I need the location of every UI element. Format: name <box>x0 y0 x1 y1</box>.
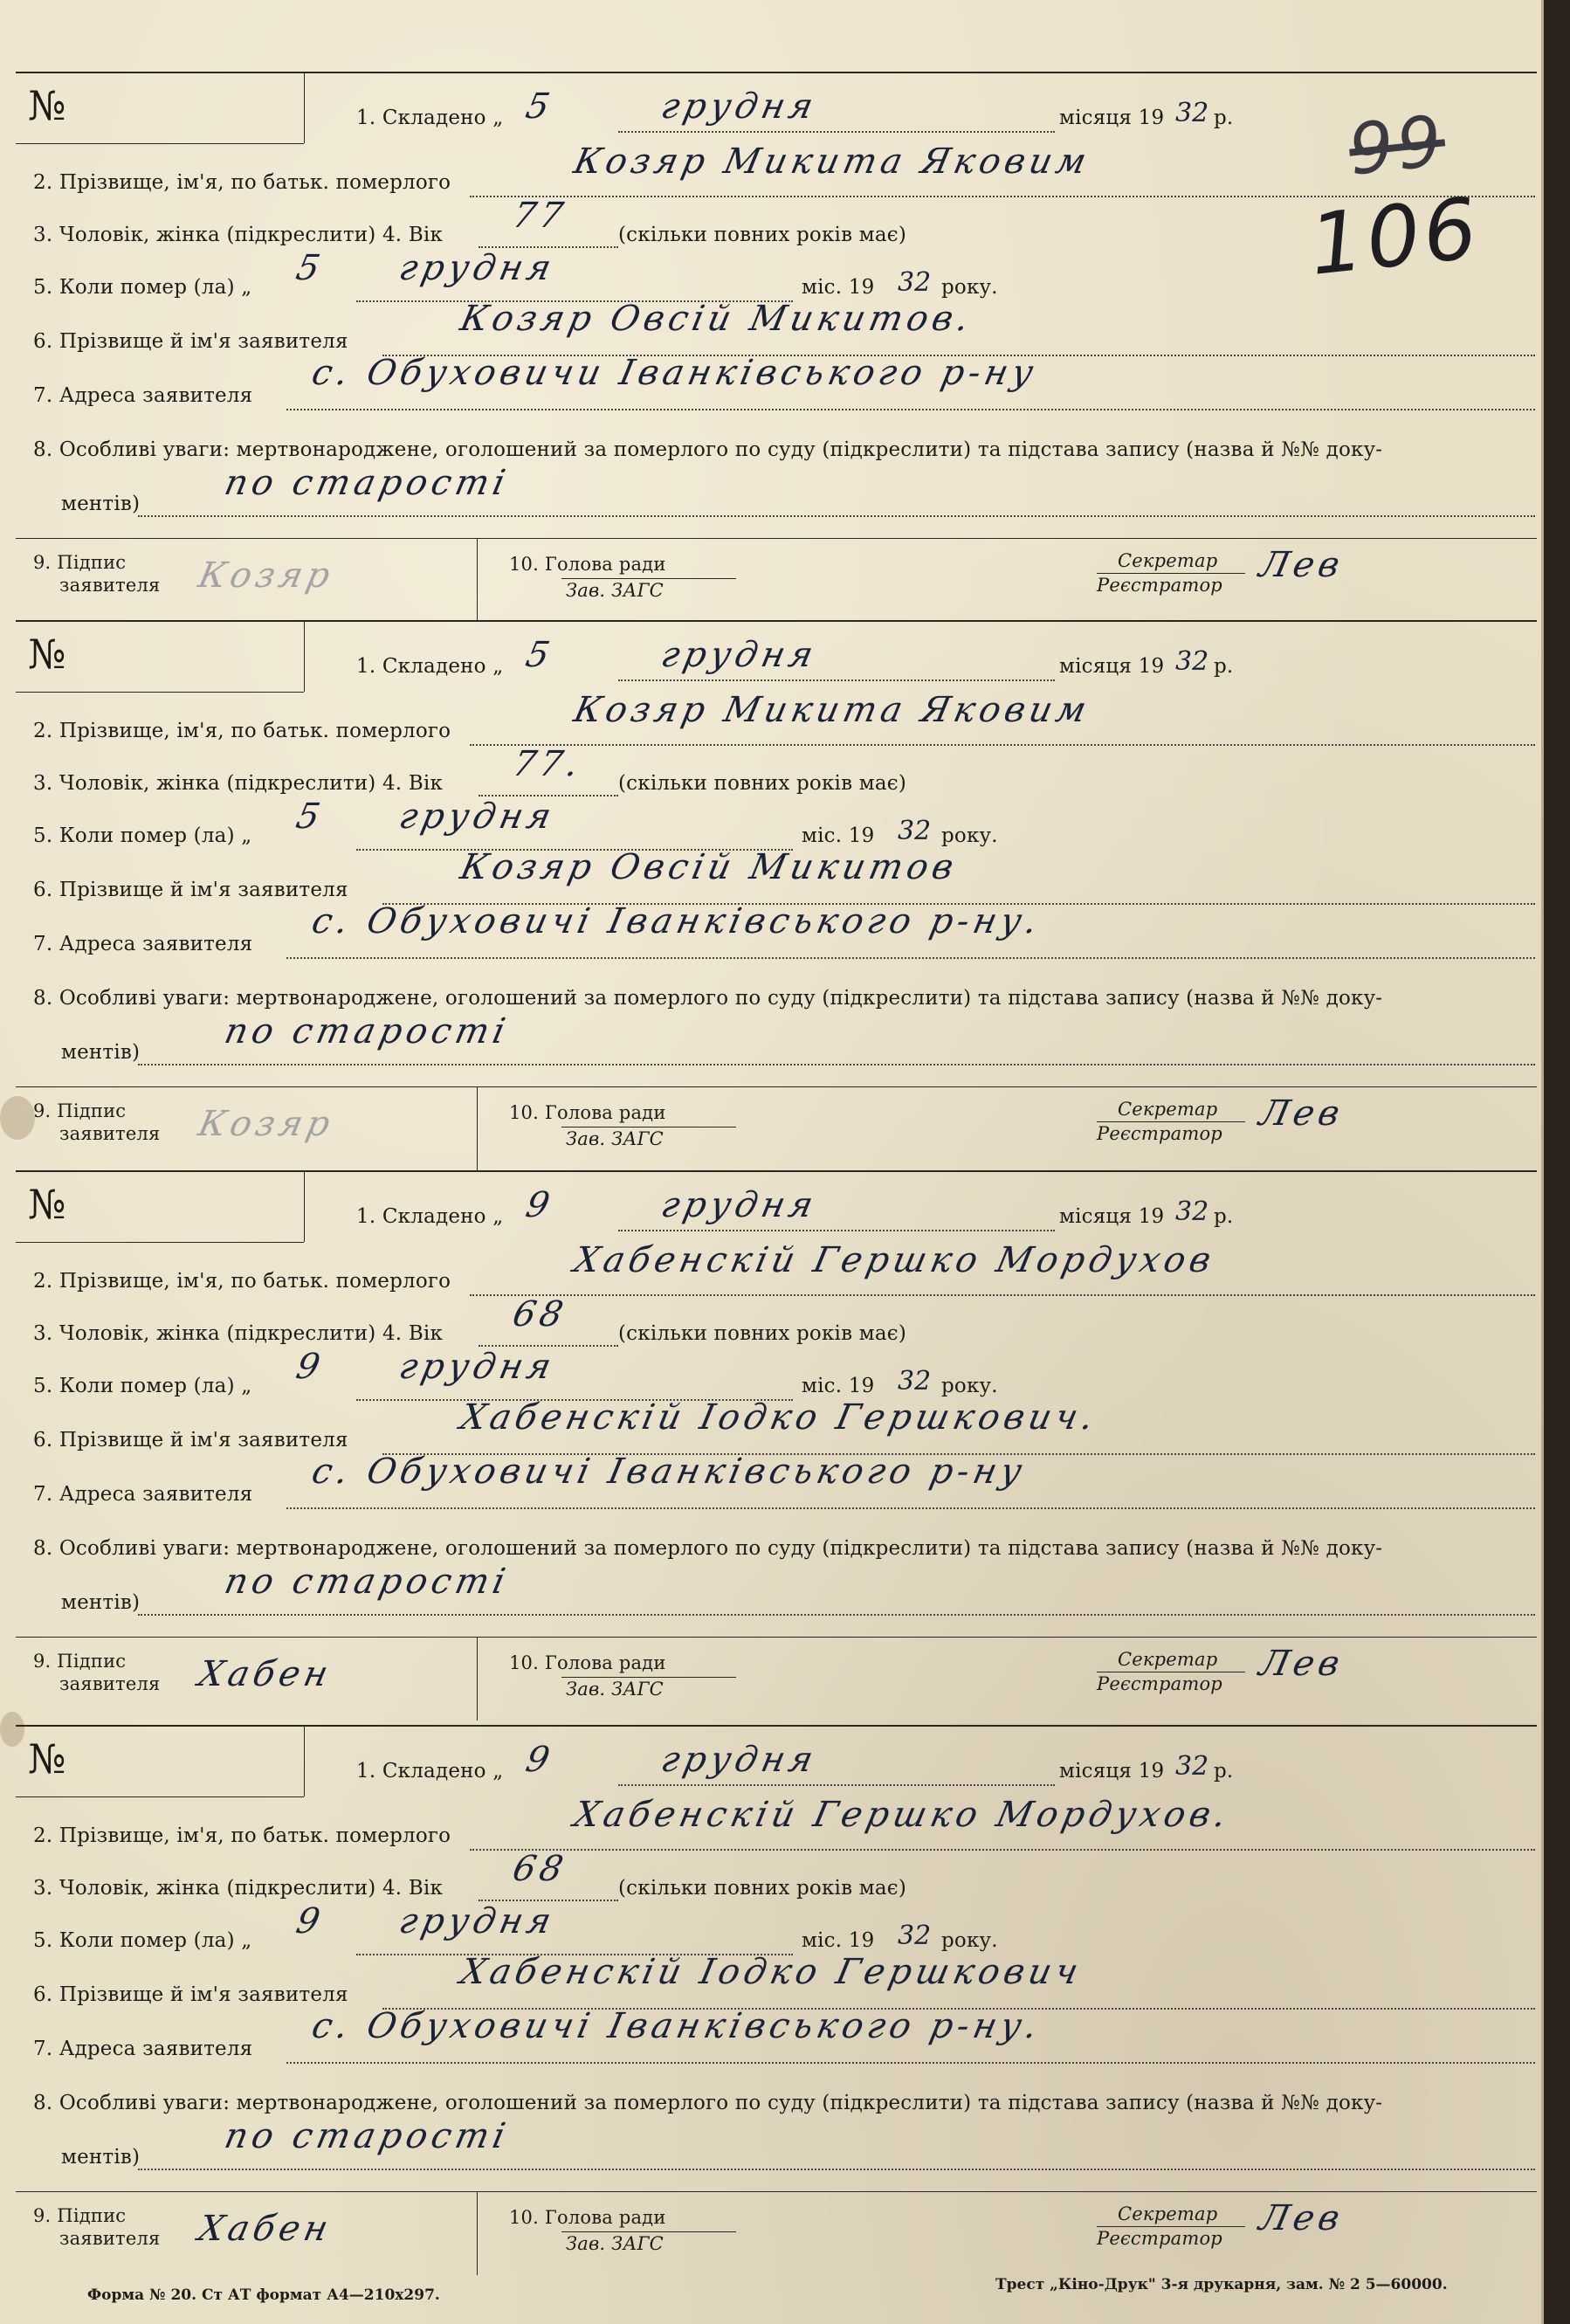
month-label: місяця 19 <box>1059 1205 1165 1228</box>
fill-line <box>138 515 1535 517</box>
zags-label: Зав. ЗАГС <box>566 1679 664 1700</box>
death-year: 32 <box>898 1366 932 1396</box>
death-month: грудня <box>396 1347 560 1387</box>
fill-line <box>618 1784 1055 1786</box>
row-divider <box>16 1796 304 1797</box>
death-year: 32 <box>898 267 932 298</box>
sex-age-label: 3. Чоловік, жінка (підкреслити) 4. Вік <box>33 1322 444 1345</box>
signature-underline <box>561 1677 736 1678</box>
year-suffix: р. <box>1214 1205 1234 1228</box>
fill-line <box>470 744 1535 746</box>
applicant-label: 6. Прізвище й ім'я заявителя <box>33 879 348 901</box>
sign-label-2: заявителя <box>59 2228 161 2249</box>
secretary-label: Секретар <box>1118 1649 1218 1670</box>
death-year: 32 <box>898 816 932 846</box>
row-divider <box>16 1242 304 1243</box>
roku-label: року. <box>941 824 998 847</box>
notes-label: 8. Особливі уваги: мертвонароджене, оголошений за померлого по суду (підкреслити) та підстава запису (назва й №№ доку- <box>33 438 1383 461</box>
mis-label: міс. 19 <box>802 1929 875 1952</box>
column-divider <box>477 538 478 622</box>
head-label: 10. Голова ради <box>509 2207 666 2228</box>
fill-line <box>470 1849 1535 1851</box>
fill-line <box>470 196 1535 197</box>
death-record <box>16 1725 1537 2275</box>
applicant-address: с. Обуховичи Іванківського р-ну <box>308 353 1042 393</box>
head-label: 10. Голова ради <box>509 554 666 575</box>
composed-label: 1. Складено „ <box>356 1760 504 1783</box>
applicant-address: с. Обуховичі Іванківського р-ну. <box>308 901 1045 941</box>
month-label: місяця 19 <box>1059 1760 1165 1783</box>
age-note: (скільки повних років має) <box>618 772 907 795</box>
sign-label: 9. Підпис <box>33 552 127 573</box>
applicant-signature: Хабен <box>195 2209 336 2249</box>
zags-label: Зав. ЗАГС <box>566 2233 664 2254</box>
fill-line <box>618 131 1055 133</box>
signature-underline <box>1097 1121 1245 1122</box>
sign-label: 9. Підпис <box>33 1100 127 1121</box>
applicant-label: 6. Прізвище й ім'я заявителя <box>33 1983 348 2006</box>
docs-label: ментів) <box>61 1041 141 1064</box>
composed-month: грудня <box>658 1740 822 1780</box>
death-day: 5 <box>293 248 328 288</box>
address-label: 7. Адреса заявителя <box>33 1483 253 1506</box>
column-divider <box>304 1727 305 1796</box>
registrar-label: Реєстратор <box>1097 1673 1222 1694</box>
head-label: 10. Голова ради <box>509 1102 666 1123</box>
mis-label: міс. 19 <box>802 824 875 847</box>
registrar-label: Реєстратор <box>1097 575 1222 596</box>
death-record <box>16 1170 1537 1721</box>
died-label: 5. Коли помер (ла) „ <box>33 1375 252 1397</box>
surname-label: 2. Прізвище, ім'я, по батьк. померлого <box>33 1824 451 1847</box>
address-label: 7. Адреса заявителя <box>33 384 253 407</box>
record-number-label: № <box>28 1735 66 1783</box>
sex-age-label: 3. Чоловік, жінка (підкреслити) 4. Вік <box>33 772 444 795</box>
docs-label: ментів) <box>61 1591 141 1614</box>
secretary-label: Секретар <box>1118 550 1218 571</box>
sign-label-2: заявителя <box>59 1123 161 1144</box>
roku-label: року. <box>941 1375 998 1397</box>
death-record <box>16 72 1537 622</box>
composed-label: 1. Складено „ <box>356 1205 504 1228</box>
composed-year: 32 <box>1175 98 1209 128</box>
notes-label: 8. Особливі уваги: мертвонароджене, оголошений за померлого по суду (підкреслити) та підстава запису (назва й №№ доку- <box>33 1537 1383 1560</box>
deceased-name: Козяр Микита Яковим <box>570 690 1094 730</box>
secretary-signature: Лев <box>1256 2198 1348 2238</box>
surname-label: 2. Прізвище, ім'я, по батьк. померлого <box>33 1270 451 1293</box>
age-value: 68 <box>509 1849 571 1889</box>
deceased-name: Хабенскій Гершко Мордухов. <box>570 1795 1235 1835</box>
page-number: 106 <box>1305 179 1485 294</box>
died-label: 5. Коли помер (ла) „ <box>33 824 252 847</box>
sign-label-2: заявителя <box>59 1673 161 1694</box>
signature-underline <box>561 2231 736 2232</box>
composed-month: грудня <box>658 635 822 675</box>
age-value: 77. <box>509 744 587 784</box>
form-footer-left: Форма № 20. Ст АТ формат А4—210х297. <box>87 2286 440 2304</box>
row-divider <box>16 143 304 144</box>
fill-line <box>138 1064 1535 1065</box>
surname-label: 2. Прізвище, ім'я, по батьк. померлого <box>33 720 451 742</box>
age-value: 68 <box>509 1294 571 1334</box>
column-divider <box>477 1086 478 1170</box>
applicant-label: 6. Прізвище й ім'я заявителя <box>33 1429 348 1452</box>
address-label: 7. Адреса заявителя <box>33 933 253 955</box>
fill-line <box>286 2062 1535 2064</box>
mis-label: міс. 19 <box>802 1375 875 1397</box>
signature-underline <box>1097 573 1245 574</box>
death-day: 9 <box>293 1901 328 1941</box>
composed-day: 9 <box>522 1185 558 1225</box>
composed-year: 32 <box>1175 646 1209 677</box>
column-divider <box>304 622 305 692</box>
fill-line <box>618 1230 1055 1231</box>
age-note: (скільки повних років має) <box>618 1322 907 1345</box>
died-label: 5. Коли помер (ла) „ <box>33 276 252 299</box>
row-divider <box>16 1086 1537 1087</box>
composed-day: 5 <box>522 86 558 127</box>
age-note: (скільки повних років має) <box>618 224 907 246</box>
year-suffix: р. <box>1214 655 1234 678</box>
fill-line <box>470 1294 1535 1296</box>
notes-label: 8. Особливі уваги: мертвонароджене, оголошений за померлого по суду (підкреслити) та підстава запису (назва й №№ доку- <box>33 2092 1383 2114</box>
age-value: 77 <box>509 196 571 236</box>
deceased-name: Козяр Микита Яковим <box>570 141 1094 182</box>
deceased-name: Хабенскій Гершко Мордухов <box>570 1240 1219 1280</box>
fill-line <box>138 2169 1535 2170</box>
record-number-label: № <box>28 1181 66 1228</box>
applicant-name: Хабенскій Іодко Гершкович. <box>457 1397 1102 1438</box>
age-note: (скільки повних років має) <box>618 1877 907 1900</box>
composed-year: 32 <box>1175 1196 1209 1227</box>
row-divider <box>16 538 1537 539</box>
notes-value: по старості <box>221 2116 513 2156</box>
sign-label-2: заявителя <box>59 575 161 596</box>
applicant-address: с. Обуховичі Іванківського р-ну <box>308 1452 1030 1492</box>
composed-day: 9 <box>522 1740 558 1780</box>
notes-label: 8. Особливі уваги: мертвонароджене, оголошений за померлого по суду (підкреслити) та підстава запису (назва й №№ доку- <box>33 987 1383 1010</box>
death-month: грудня <box>396 1901 560 1941</box>
record-number-label: № <box>28 631 66 678</box>
registrar-label: Реєстратор <box>1097 1123 1222 1144</box>
applicant-signature: Козяр <box>195 1104 338 1144</box>
month-label: місяця 19 <box>1059 655 1165 678</box>
applicant-signature: Хабен <box>195 1654 336 1694</box>
column-divider <box>477 1637 478 1721</box>
column-divider <box>304 73 305 143</box>
registrar-label: Реєстратор <box>1097 2228 1222 2249</box>
address-label: 7. Адреса заявителя <box>33 2038 253 2060</box>
fill-line <box>286 1507 1535 1509</box>
crossed-page-number: 99 <box>1345 100 1449 191</box>
death-day: 5 <box>293 797 328 837</box>
composed-month: грудня <box>658 1185 822 1225</box>
docs-label: ментів) <box>61 493 141 515</box>
secretary-signature: Лев <box>1256 545 1348 585</box>
death-year: 32 <box>898 1921 932 1951</box>
death-record <box>16 620 1537 1170</box>
composed-year: 32 <box>1175 1751 1209 1782</box>
fill-line <box>286 409 1535 410</box>
zags-label: Зав. ЗАГС <box>566 580 664 601</box>
notes-value: по старості <box>221 1011 513 1052</box>
form-footer-right: Трест „Кіно-Друк" 3-я друкарня, зам. № 2 5—60000. <box>995 2276 1448 2293</box>
secretary-label: Секретар <box>1118 2203 1218 2224</box>
mis-label: міс. 19 <box>802 276 875 299</box>
roku-label: року. <box>941 276 998 299</box>
signature-underline <box>561 1127 736 1128</box>
death-month: грудня <box>396 797 560 837</box>
death-month: грудня <box>396 248 560 288</box>
composed-label: 1. Складено „ <box>356 655 504 678</box>
surname-label: 2. Прізвище, ім'я, по батьк. померлого <box>33 171 451 194</box>
docs-label: ментів) <box>61 2146 141 2169</box>
row-divider <box>16 692 304 693</box>
composed-day: 5 <box>522 635 558 675</box>
secretary-signature: Лев <box>1256 1093 1348 1134</box>
month-label: місяця 19 <box>1059 107 1165 129</box>
signature-underline <box>1097 2226 1245 2227</box>
sex-age-label: 3. Чоловік, жінка (підкреслити) 4. Вік <box>33 224 444 246</box>
zags-label: Зав. ЗАГС <box>566 1128 664 1149</box>
sign-label: 9. Підпис <box>33 2205 127 2226</box>
fill-line <box>138 1614 1535 1616</box>
secretary-label: Секретар <box>1118 1099 1218 1120</box>
year-suffix: р. <box>1214 107 1234 129</box>
sex-age-label: 3. Чоловік, жінка (підкреслити) 4. Вік <box>33 1877 444 1900</box>
applicant-label: 6. Прізвище й ім'я заявителя <box>33 330 348 353</box>
column-divider <box>477 2191 478 2275</box>
applicant-name: Козяр Овсій Микитов <box>457 847 961 887</box>
applicant-address: с. Обуховичі Іванківського р-ну. <box>308 2006 1045 2046</box>
died-label: 5. Коли помер (ла) „ <box>33 1929 252 1952</box>
row-divider <box>16 2191 1537 2192</box>
head-label: 10. Голова ради <box>509 1652 666 1673</box>
applicant-name: Хабенскій Іодко Гершкович <box>457 1952 1086 1992</box>
roku-label: року. <box>941 1929 998 1952</box>
applicant-signature: Козяр <box>195 555 338 596</box>
notes-value: по старості <box>221 1562 513 1602</box>
composed-label: 1. Складено „ <box>356 107 504 129</box>
death-day: 9 <box>293 1347 328 1387</box>
secretary-signature: Лев <box>1256 1644 1348 1684</box>
column-divider <box>304 1172 305 1242</box>
row-divider <box>16 1637 1537 1638</box>
fill-line <box>286 957 1535 959</box>
year-suffix: р. <box>1214 1760 1234 1783</box>
applicant-name: Козяр Овсій Микитов. <box>457 299 977 339</box>
composed-month: грудня <box>658 86 822 127</box>
fill-line <box>618 679 1055 681</box>
sign-label: 9. Підпис <box>33 1651 127 1672</box>
signature-underline <box>561 578 736 579</box>
record-number-label: № <box>28 82 66 129</box>
notes-value: по старості <box>221 463 513 503</box>
